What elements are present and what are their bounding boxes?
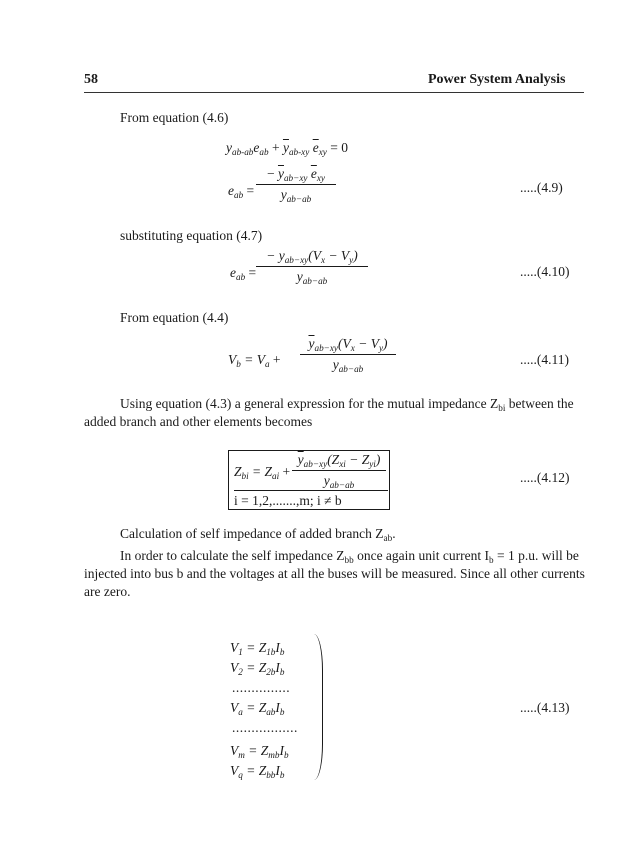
eq-number-4-9: .....(4.9) [520, 180, 563, 195]
eq-number-4-13: .....(4.13) [520, 700, 570, 715]
system-dots-2: ................. [232, 720, 298, 735]
paragraph-self-impedance-line3: are zero. [84, 584, 131, 599]
lead-text-4-7: substituting equation (4.7) [120, 228, 263, 243]
eq-4-9-lhs: $e_{ab}$ = [228, 183, 255, 201]
eq-4-10-lhs: $e_{ab}$ = [230, 265, 257, 283]
system-row-q: $V_q = Z_{bb}I_b$ [230, 763, 285, 781]
eq-4-10-fraction: − $y_{ab-xy}(V_x - V_y)$ $y_{ab-ab}$ [256, 248, 368, 286]
eq-4-12-fraction: $\overline{y}_{ab-xy}(Z_{xi} - Z_{yi})$ $y_{ab-ab}$ [292, 452, 386, 490]
paragraph-mutual-impedance-line1: Using equation (4.3) a general expression for the mutual impedance $Z_{bi}$ between the [120, 396, 574, 414]
paragraph-mutual-impedance-line2: added branch and other elements becomes [84, 414, 313, 429]
lead-text-4-4: From equation (4.4) [120, 310, 229, 325]
eq-4-9-fraction: − $\overline{y}_{ab-xy}$ $\overline{e}_{xy}$ $y_{ab-ab}$ [256, 166, 336, 204]
system-brace [314, 634, 323, 780]
header-rule [84, 92, 584, 93]
system-row-2: $V_2 = Z_{2b}I_b$ [230, 660, 285, 678]
system-row-1: $V_1 = Z_{1b}I_b$ [230, 640, 285, 658]
eq-4-11-fraction: $\overline{y}_{ab-xy}(V_x - V_y)$ $y_{ab-ab}$ [300, 336, 396, 374]
eq-4-12-range: i = 1,2,.......,m; i ≠ b [234, 490, 388, 509]
paragraph-self-impedance-line1: In order to calculate the self impedance $Z_{bb}$ once again unit current $I_b = 1$ p.u. will be [120, 548, 579, 566]
running-title: Power System Analysis [428, 72, 566, 87]
page-number: 58 [84, 72, 98, 87]
eq-number-4-11: .....(4.11) [520, 352, 569, 367]
eq-4-11-lhs: $V_b = V_a$ + [228, 352, 281, 370]
eq-4-12-lhs: $Z_{bi} = Z_{ai}$ + [234, 464, 291, 482]
equation-line: $y_{ab-ab}e_{ab} + \overline{y}_{ab-xy}$ $\overline{e}_{xy} = 0$ [226, 140, 348, 158]
lead-text-4-6: From equation (4.6) [120, 110, 229, 125]
system-row-m: $V_m = Z_{mb}I_b$ [230, 743, 289, 761]
paragraph-self-impedance-line2: injected into bus b and the voltages at all the buses will be measured. Since all other currents [84, 566, 585, 581]
system-row-a: $V_a = Z_{ab}I_b$ [230, 700, 285, 718]
eq-number-4-12: .....(4.12) [520, 470, 570, 485]
system-dots-1: ............... [232, 680, 291, 695]
paragraph-self-impedance-heading: Calculation of self impedance of added branch $Z_{ab}$. [120, 526, 396, 544]
eq-number-4-10: .....(4.10) [520, 264, 570, 279]
